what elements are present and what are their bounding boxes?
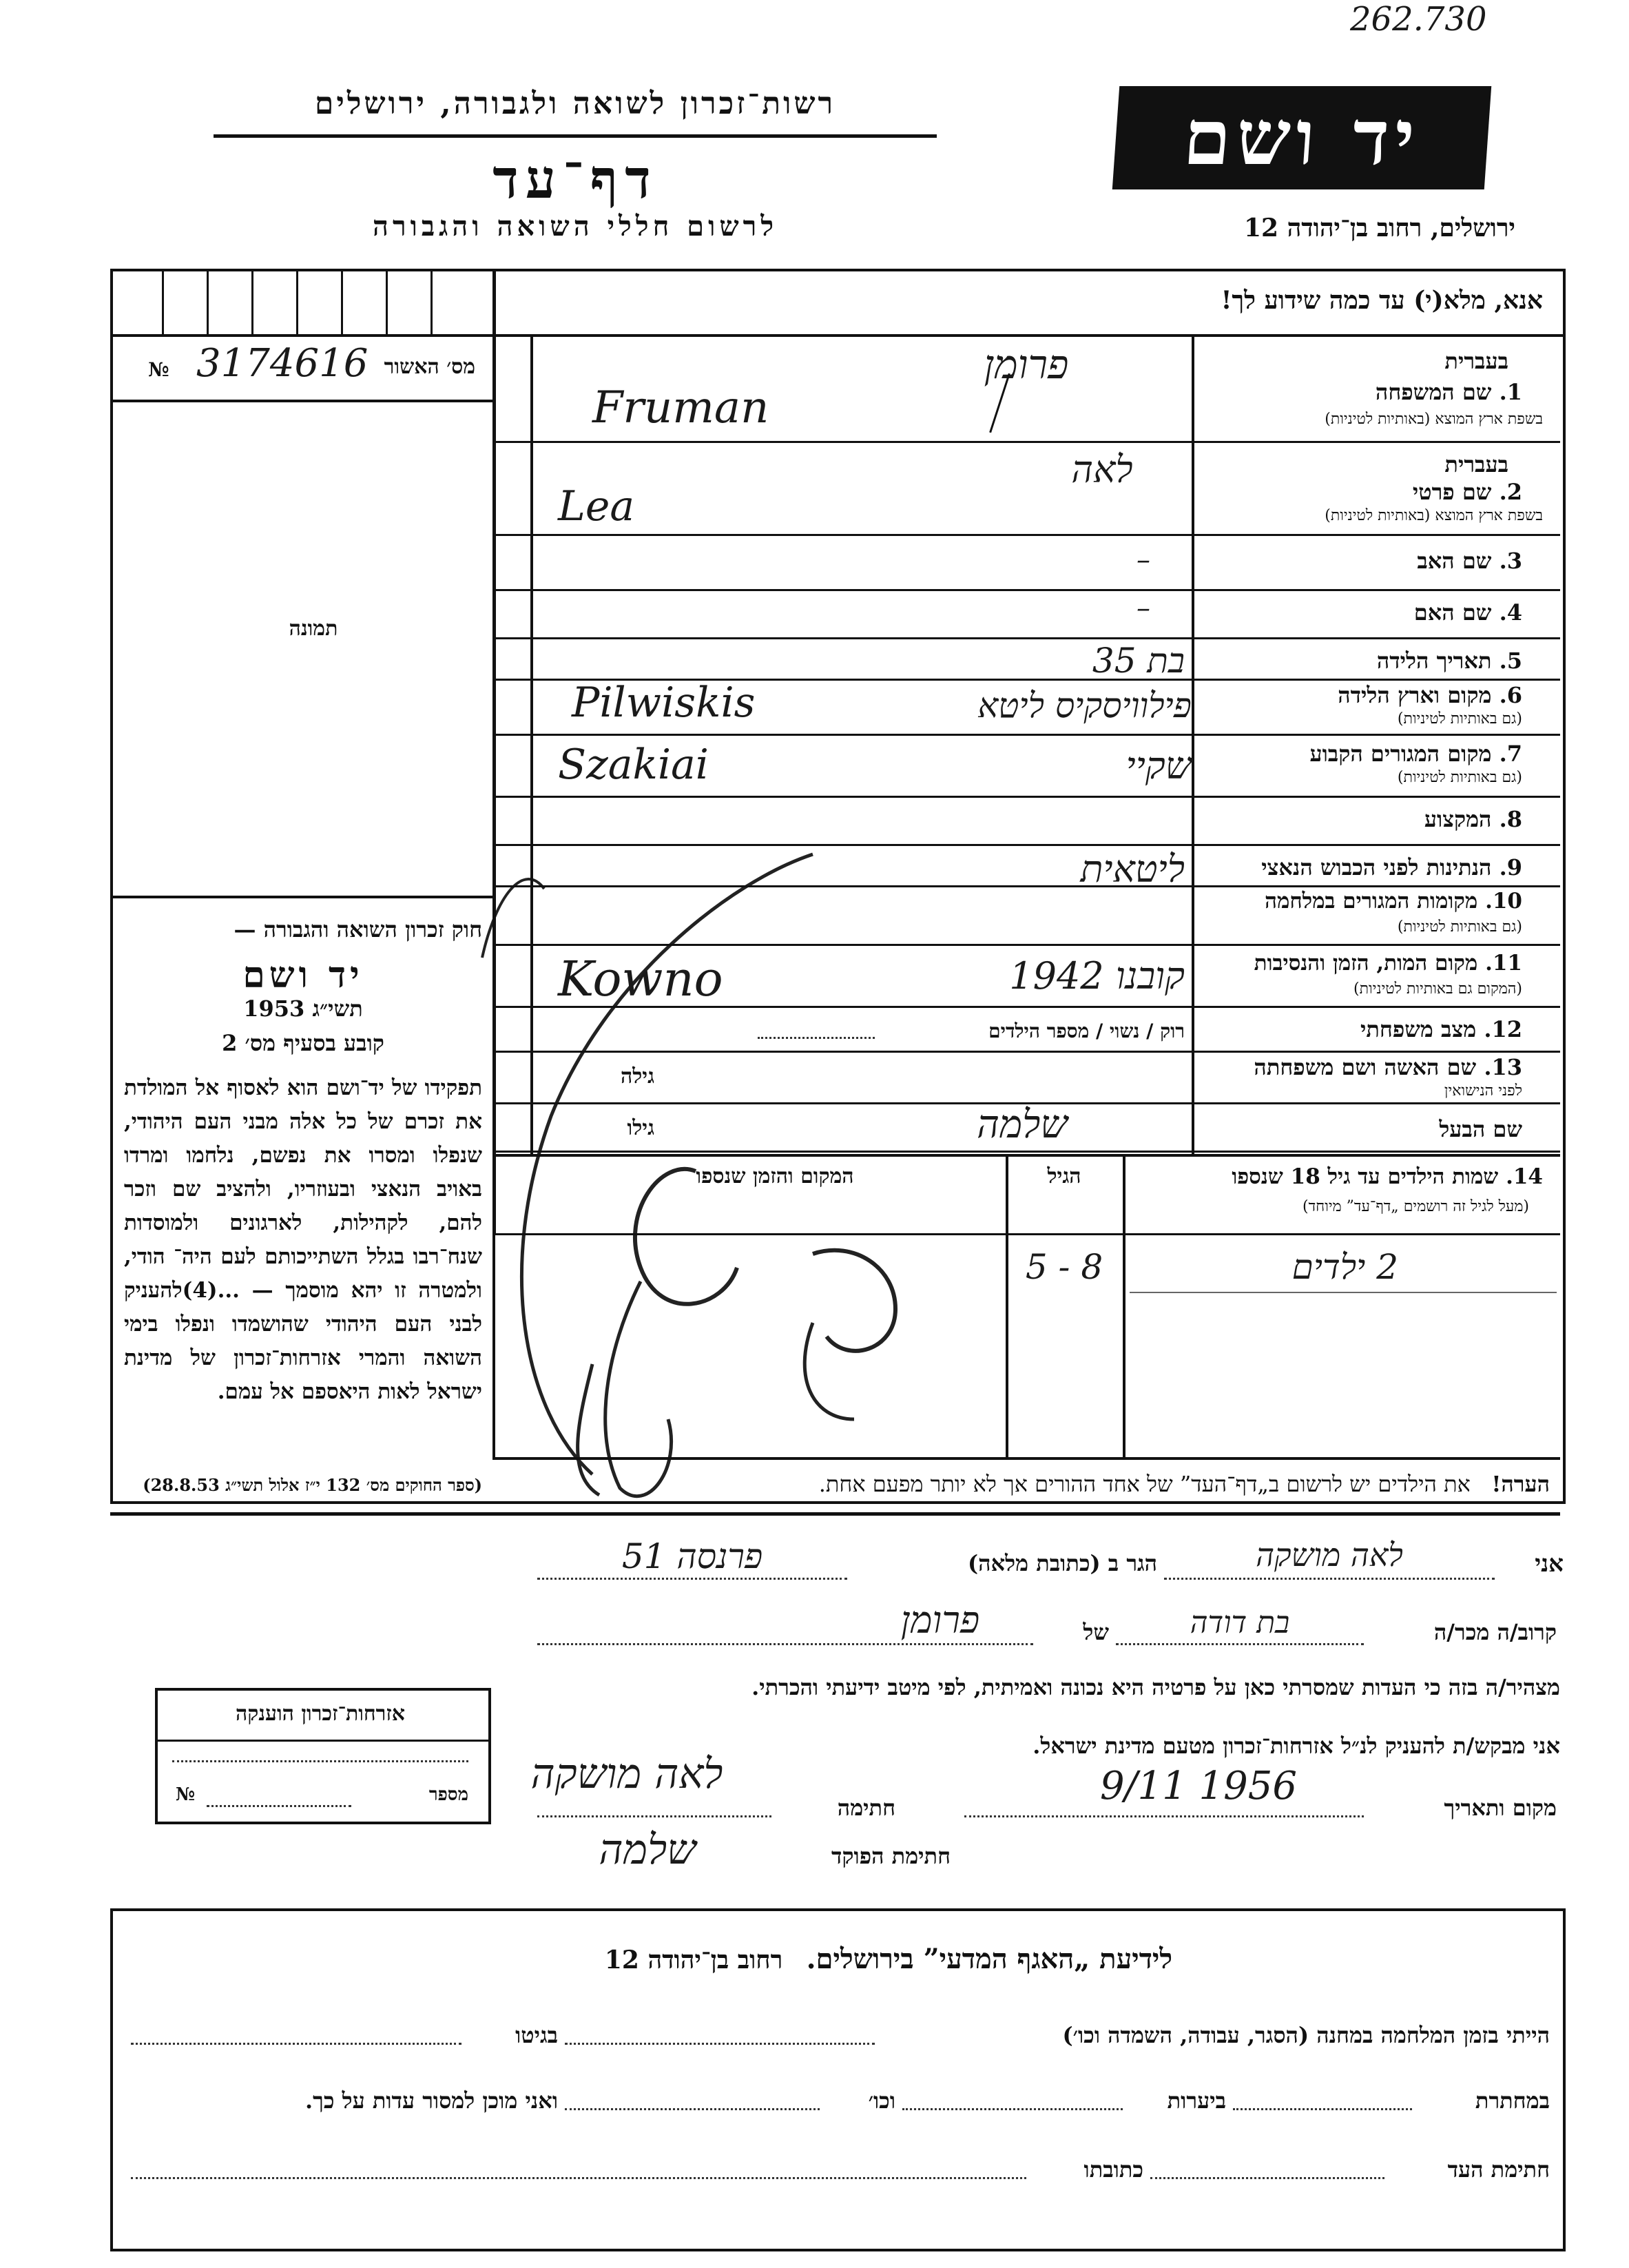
field1-sub: בשפת ארץ המוצא (באותיות לטיניות) bbox=[1325, 411, 1543, 428]
address-heading: ירושלים, רחוב בן־יהודה 12 bbox=[1243, 214, 1515, 243]
field12-label: 12. מצב משפחתי bbox=[1360, 1016, 1522, 1042]
field2-label: 2. שם פרטי bbox=[1412, 479, 1522, 505]
field13-sub: לפני הנישואין bbox=[1444, 1082, 1522, 1100]
left-column-divider bbox=[492, 269, 496, 1233]
decl-request: אני מבקש/ת להעניק לנ״ל אזרחות־זכרון מטעם מדינת ישראל. bbox=[1033, 1733, 1560, 1759]
approval-no-mark: № bbox=[148, 358, 169, 381]
header-rule bbox=[214, 134, 937, 138]
field10-sub: (גם באותיות לטיניות) bbox=[1397, 918, 1522, 936]
photo-label: תמונה bbox=[289, 617, 338, 641]
children-sub: (מעל לגיל זה רושמים „דף־עד” מיוחד) bbox=[1303, 1198, 1529, 1215]
marital-options: רוק / נשוי / מספר הילדים bbox=[988, 1020, 1185, 1042]
birth-place-latin: Pilwiskis bbox=[572, 679, 756, 727]
children-header-rule bbox=[492, 1233, 1560, 1235]
instruction-text: אנא, מלא(י) עד כמה שידוע לך! bbox=[1221, 286, 1543, 315]
birth-place-hebrew: פילוויסקיס ליטא bbox=[977, 685, 1192, 725]
given-name-hebrew: לאה bbox=[1071, 448, 1133, 491]
law-source: (ספר החוקים מס׳ 132 י״ז אלול תשי״ג 28.8.53) bbox=[143, 1475, 482, 1495]
field7-label: 7. מקום המגורים הקבוע bbox=[1309, 741, 1522, 767]
field13-label: 13. שם האשה ושם משפחתה bbox=[1254, 1054, 1522, 1080]
top-boxes-rule bbox=[110, 334, 496, 337]
residence-hebrew: שקיי bbox=[1125, 744, 1192, 787]
children-top-rule bbox=[492, 1154, 1560, 1157]
declarant-address: פרנסה 51 bbox=[621, 1536, 763, 1576]
footer-underground-label: במחתרת bbox=[1475, 2087, 1550, 2114]
decl-resides-label: הגר ב (כתובת מלאה) bbox=[968, 1550, 1157, 1576]
child-name-value: 2 ילדים bbox=[1291, 1247, 1398, 1287]
husband-name-value: שלמה bbox=[977, 1102, 1068, 1147]
yad-vashem-logo bbox=[1112, 86, 1491, 189]
decl-i-label: אני bbox=[1535, 1550, 1564, 1578]
field11-sub: (המקום גם באותיות לטיניות) bbox=[1353, 980, 1522, 998]
law-body: תפקידו של יד־ושם הוא לאסוף אל המולדת את זכרם של כל אלה מבני העם היהודי, שנפלו ומסרו את נפשם, נלחמו ומרדו באויב הנאצי ובעוזריו, ולהציב שם וזכר להם, לקהילות, לארגונים ולמוסדות שנח־רבו בגלל השתייכותם לעם היה־ הודי, ולמטרה זו יהא מוסמך — ...(4)להעניק לבני העם היהודי שהושמדו ונפלו בימי השואה והמרי אזרחות־זכרון של מדינת ישראל לאות היאספם אל עמם. bbox=[124, 1075, 482, 1404]
form-title: דף־עד bbox=[492, 148, 658, 211]
death-place-hebrew: קובנו 1942 bbox=[1009, 954, 1185, 998]
law-name: יד ושם bbox=[242, 954, 364, 996]
footer-heading: לידיעת „האגף המדעי” בירושלים. רחוב בן־יהודה 12 bbox=[604, 1943, 1173, 1975]
children-label: 14. שמות הילדים עד גיל 18 שנספו bbox=[1232, 1164, 1543, 1189]
signature-label: חתימה bbox=[837, 1795, 895, 1821]
archive-number: 262.730 bbox=[1350, 0, 1487, 39]
residence-latin: Szakiai bbox=[558, 741, 709, 789]
law-year: תשי״ג 1953 bbox=[243, 996, 363, 1022]
approval-rule bbox=[110, 400, 496, 402]
form-subtitle: לרשום חללי השואה והגבורה bbox=[372, 210, 778, 243]
law-title: חוק זכרון השואה והגבורה — bbox=[234, 916, 482, 942]
field5-label: 5. תאריך הלידה bbox=[1376, 648, 1522, 674]
place-date-label: מקום ותאריך bbox=[1444, 1795, 1557, 1821]
field11-label: 11. מקום המות, הזמן והנסיבות bbox=[1254, 951, 1522, 976]
father-name-value: – bbox=[1137, 544, 1150, 576]
footer-ghetto-label: בגיטו bbox=[515, 2022, 558, 2048]
mother-name-value: – bbox=[1137, 592, 1150, 624]
officer-signature-label: חתימת הפוקד bbox=[831, 1843, 951, 1869]
wife-age-label: גילה bbox=[620, 1064, 654, 1089]
note-line: הערה! את הילדים יש לרשום ב„דף־העד” של אחד ההורים אך לא יותר מפעם אחת. bbox=[818, 1471, 1550, 1497]
declarant-name: לאה מושקה bbox=[1256, 1536, 1403, 1574]
husband-label: שם הבעל bbox=[1439, 1116, 1522, 1142]
given-name-latin: Lea bbox=[558, 482, 635, 530]
death-place-latin: Kowno bbox=[558, 951, 723, 1007]
authority-heading: רשות־זכרון לשואה ולגבורה, ירושלים bbox=[314, 86, 836, 121]
note-top-rule bbox=[492, 1457, 1560, 1460]
footer-camp-label: הייתי בזמן המלחמה במחנה (הסגר, עבודה, השמדה וכו׳) bbox=[1062, 2022, 1550, 2048]
declarant-signature: לאה מושקה bbox=[530, 1750, 723, 1798]
place-date-value: 9/11 1956 bbox=[1099, 1764, 1298, 1808]
field1-heb-label: בעברית bbox=[1444, 348, 1508, 374]
logo-text: יד ושם bbox=[1181, 93, 1423, 182]
field8-label: 8. המקצוע bbox=[1424, 806, 1522, 832]
footer-forests-label: ביערות bbox=[1167, 2087, 1226, 2114]
law-clause: קובע בסעיף מס׳ 2 bbox=[222, 1030, 384, 1056]
birth-date-value: בת 35 bbox=[1092, 641, 1185, 681]
child-age-value: 5 - 8 bbox=[1025, 1247, 1103, 1287]
field7-sub: (גם באותיות לטיניות) bbox=[1397, 769, 1522, 786]
field3-label: 3. שם האב bbox=[1417, 548, 1522, 574]
field6-sub: (גם באותיות לטיניות) bbox=[1397, 710, 1522, 728]
footer-etc-label: וכו׳ bbox=[868, 2087, 895, 2114]
decl-relation-label: קרוב/ה מכר/ה bbox=[1433, 1619, 1557, 1645]
decl-statement: מצהיר/ה בזה כי העדות שמסרתי כאן על פרטיה היא נכונה ואמיתית, לפי מיטב ידיעתי והכרתי. bbox=[751, 1674, 1560, 1700]
field4-label: 4. שם האם bbox=[1413, 599, 1522, 626]
value-left-edge bbox=[530, 334, 533, 1154]
field2-heb-label: בעברית bbox=[1444, 451, 1508, 477]
officer-signature: שלמה bbox=[599, 1826, 696, 1874]
footer-testify-label: ואני מוכן למסור עדות על כך. bbox=[304, 2087, 558, 2114]
relation-of-value: פרומן bbox=[900, 1598, 980, 1642]
relation-value: בת דודה bbox=[1190, 1605, 1290, 1640]
field9-label: 9. הנתינות לפני הכבוש הנאצי bbox=[1261, 854, 1522, 880]
citizenship-number-label: מספר bbox=[428, 1784, 468, 1805]
approval-label: מס׳ האשור bbox=[384, 355, 475, 379]
nationality-value: ליטאית bbox=[1080, 847, 1185, 891]
field2-sub: בשפת ארץ המוצא (באותיות לטיניות) bbox=[1325, 507, 1543, 524]
children-col-name bbox=[1123, 1154, 1125, 1457]
footer-witness-signature-label: חתימת העד bbox=[1447, 2156, 1550, 2183]
instruction-divider bbox=[492, 334, 1563, 337]
photo-bottom-rule bbox=[110, 896, 496, 898]
children-col-age bbox=[1006, 1154, 1008, 1457]
citizenship-no-mark: № bbox=[176, 1784, 196, 1805]
approval-number: 3174616 bbox=[196, 341, 369, 386]
children-col-age-header: הגיל bbox=[1047, 1164, 1081, 1188]
husband-age-label: גילו bbox=[627, 1116, 654, 1140]
note-bottom-rule bbox=[110, 1512, 1560, 1516]
field1-label: 1. שם המשפחה bbox=[1375, 379, 1522, 405]
citizenship-title: אזרחות־זכרון הוענקה bbox=[235, 1702, 406, 1726]
field10-label: 10. מקומות המגורים במלחמה bbox=[1265, 889, 1522, 914]
children-col-place-header: המקום והזמן שנספו bbox=[696, 1164, 854, 1188]
family-name-latin: Fruman bbox=[592, 382, 769, 433]
field6-label: 6. מקום וארץ הלידה bbox=[1338, 682, 1522, 708]
footer-address-label: כתובתו bbox=[1083, 2156, 1143, 2183]
family-name-hebrew: פרומן bbox=[984, 341, 1069, 388]
decl-of-label: של bbox=[1083, 1619, 1109, 1645]
